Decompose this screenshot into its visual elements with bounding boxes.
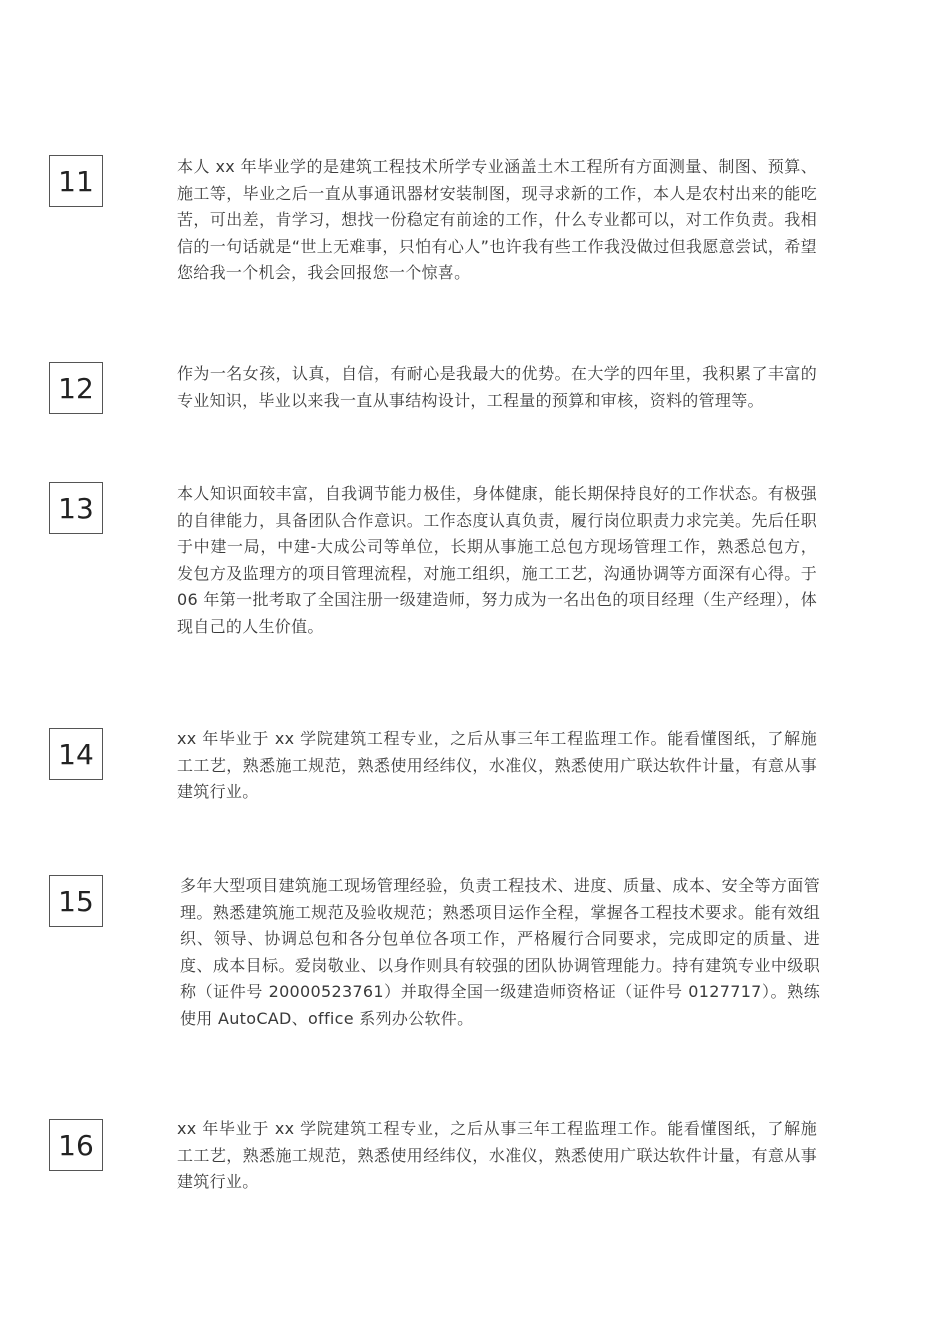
entry-text: 多年大型项目建筑施工现场管理经验，负责工程技术、进度、质量、成本、安全等方面管理。熟悉建筑施工规范及验收规范；熟悉项目运作全程，掌握各工程技术要求。能有效组织、领导、协调总包和各分包单位各项工作，严格履行合同要求，完成即定的质量、进度、成本目标。爱岗敬业、以身作则具有较强的团队协调管理能力。持有建筑专业中级职称（证件号 20000523761）并取得全国一级建造师资格证（证件号 0127717）。熟练使用 AutoCAD、office 系列办公软件。 <box>180 876 820 1028</box>
entry-number-box: 14 <box>49 728 103 780</box>
entry-number-box: 12 <box>49 362 103 414</box>
entry-number-box: 15 <box>49 875 103 927</box>
entry-number-box: 16 <box>49 1119 103 1171</box>
entry-number-box: 13 <box>49 482 103 534</box>
entry-text: 作为一名女孩，认真，自信，有耐心是我最大的优势。在大学的四年里，我积累了丰富的专业知识，毕业以来我一直从事结构设计，工程量的预算和审核，资料的管理等。 <box>177 364 817 410</box>
entry-text: 本人 xx 年毕业学的是建筑工程技术所学专业涵盖土木工程所有方面测量、制图、预算、施工等，毕业之后一直从事通讯器材安装制图，现寻求新的工作，本人是农村出来的能吃苦，可出差，肯学习，想找一份稳定有前途的工作，什么专业都可以，对工作负责。我相信的一句话就是“世上无难事，只怕有心人”也许我有些工作我没做过但我愿意尝试，希望您给我一个机会，我会回报您一个惊喜。 <box>177 157 817 282</box>
entry-text: xx 年毕业于 xx 学院建筑工程专业，之后从事三年工程监理工作。能看懂图纸，了解施工工艺，熟悉施工规范，熟悉使用经纬仪，水准仪，熟悉使用广联达软件计量，有意从事建筑行业。 <box>177 1119 817 1191</box>
entry-number-box: 11 <box>49 155 103 207</box>
entry-text: xx 年毕业于 xx 学院建筑工程专业，之后从事三年工程监理工作。能看懂图纸，了解施工工艺，熟悉施工规范，熟悉使用经纬仪，水准仪，熟悉使用广联达软件计量，有意从事建筑行业。 <box>177 729 817 801</box>
entry-text: 本人知识面较丰富，自我调节能力极佳，身体健康，能长期保持良好的工作状态。有极强的自律能力，具备团队合作意识。工作态度认真负责，履行岗位职责力求完美。先后任职于中建一局，中建-大成公司等单位，长期从事施工总包方现场管理工作，熟悉总包方，发包方及监理方的项目管理流程，对施工组织，施工工艺，沟通协调等方面深有心得。于 06 年第一批考取了全国注册一级建造师，努力成为一名出色的项目经理（生产经理），体现自己的人生价值。 <box>177 484 817 636</box>
